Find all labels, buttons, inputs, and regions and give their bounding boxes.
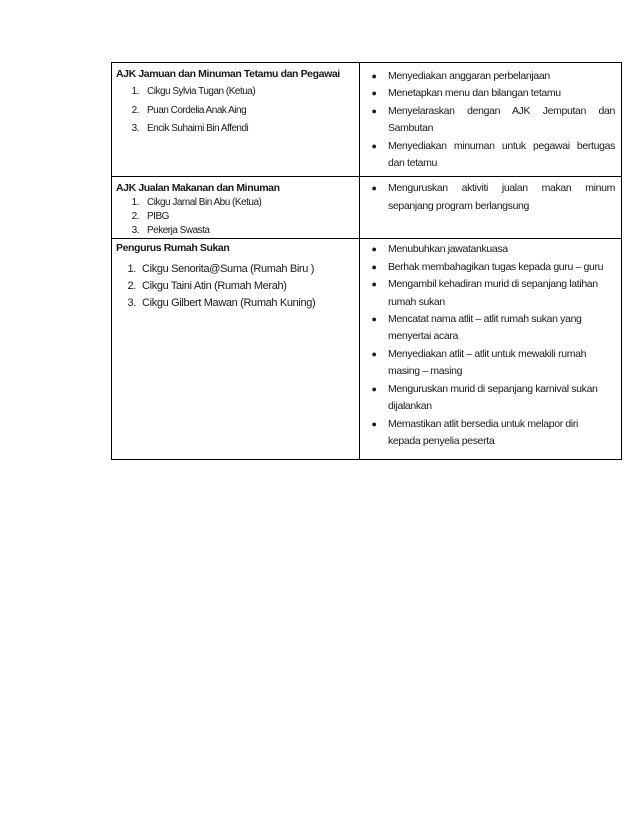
duty-item: ● Menyediakan atlit – atlit untuk mewakili rumah masing – masing [360,346,615,381]
bullet-icon: ● [371,348,377,359]
table-row [112,63,622,177]
member-name: Encik Suhaimi Bin Affendi [147,123,249,134]
member-name: Puan Cordelia Anak Aing [147,104,247,116]
duty-item: ● Memastikan atlit bersedia untuk melapor diri kepada penyelia peserta [360,416,615,451]
member-list [112,194,359,238]
duties-cell [360,177,622,239]
bullet-icon: ● [371,314,377,325]
duty-item: ● Menyelaraskan dengan AJK Jemputan dan Sambutan [360,103,615,138]
table-row [112,177,622,239]
bullet-icon: ● [371,71,377,81]
bullet-icon: ● [371,244,377,255]
committee-heading: AJK Jamuan dan Minuman Tetamu dan Pegawai [116,68,340,80]
committee-heading: AJK Jualan Makanan dan Minuman [116,182,280,195]
duties-cell [360,239,622,460]
committee-heading: Pengurus Rumah Sukan [116,242,230,255]
duty-item: ● Menyediakan minuman untuk pegawai bertugas dan tetamu [360,138,615,173]
member-item: 1. Cikgu Senorita@Suma (Rumah Biru ) [112,261,359,278]
bullet-icon: ● [371,105,377,116]
member-name: PIBG [147,211,169,223]
bullet-icon: ● [371,279,377,290]
duty-item: ● Berhak membahagikan tugas kepada guru – guru [360,259,615,276]
member-item: 2. Puan Cordelia Anak Aing [131,104,247,116]
bullet-icon: ● [371,183,377,194]
duty-item: ● Menguruskan murid di sepanjang karnival sukan dijalankan [360,381,615,416]
member-list [112,254,359,312]
bullet-icon: ● [371,261,377,272]
table-row [112,239,622,460]
duty-item: ● Menubuhkan jawatankuasa [360,241,615,258]
duties-list [360,239,621,454]
member-item: 1. Cikgu Sylvia Tugan (Ketua) [131,86,256,97]
member-name: Cikgu Senorita@Suma (Rumah Biru ) [142,263,315,276]
member-name: Pekerja Swasta [147,225,210,237]
duty-item: ● Menguruskan aktiviti jualan makan minum sepanjang program berlangsung [360,180,615,215]
duty-item: ● Mencatat nama atlit – atlit rumah sukan yang menyertai acara [360,311,615,346]
member-name: Cikgu Sylvia Tugan (Ketua) [147,86,256,97]
duty-item: ● Menyediakan anggaran perbelanjaan [360,68,615,85]
member-list [112,80,359,150]
bullet-icon: ● [371,383,377,394]
committee-cell [112,63,360,177]
committee-table [111,62,622,460]
bullet-icon: ● [371,88,377,99]
duties-list [360,63,621,176]
member-name: Cikgu Gilbert Mawan (Rumah Kuning) [142,297,316,310]
bullet-icon: ● [371,418,377,429]
committee-cell [112,177,360,239]
committee-cell [112,239,360,460]
member-name: Cikgu Taini Atin (Rumah Merah) [142,280,287,293]
duty-item: ● Menetapkan menu dan bilangan tetamu [360,85,615,102]
member-item: 2. Cikgu Taini Atin (Rumah Merah) [112,278,359,295]
bullet-icon: ● [371,140,377,151]
duty-item: ● Mengambil kehadiran murid di sepanjang latihan rumah sukan [360,276,615,311]
member-item: 2. PIBG [131,211,169,223]
member-item: 1. Cikgu Jamal Bin Abu (Ketua) [131,197,262,209]
member-name: Cikgu Jamal Bin Abu (Ketua) [147,197,262,209]
member-item: 3. Pekerja Swasta [131,225,210,237]
duties-cell [360,63,622,177]
member-item: 3. Cikgu Gilbert Mawan (Rumah Kuning) [112,295,359,312]
member-item: 3. Encik Suhaimi Bin Affendi [131,123,249,134]
duties-list [360,177,621,219]
